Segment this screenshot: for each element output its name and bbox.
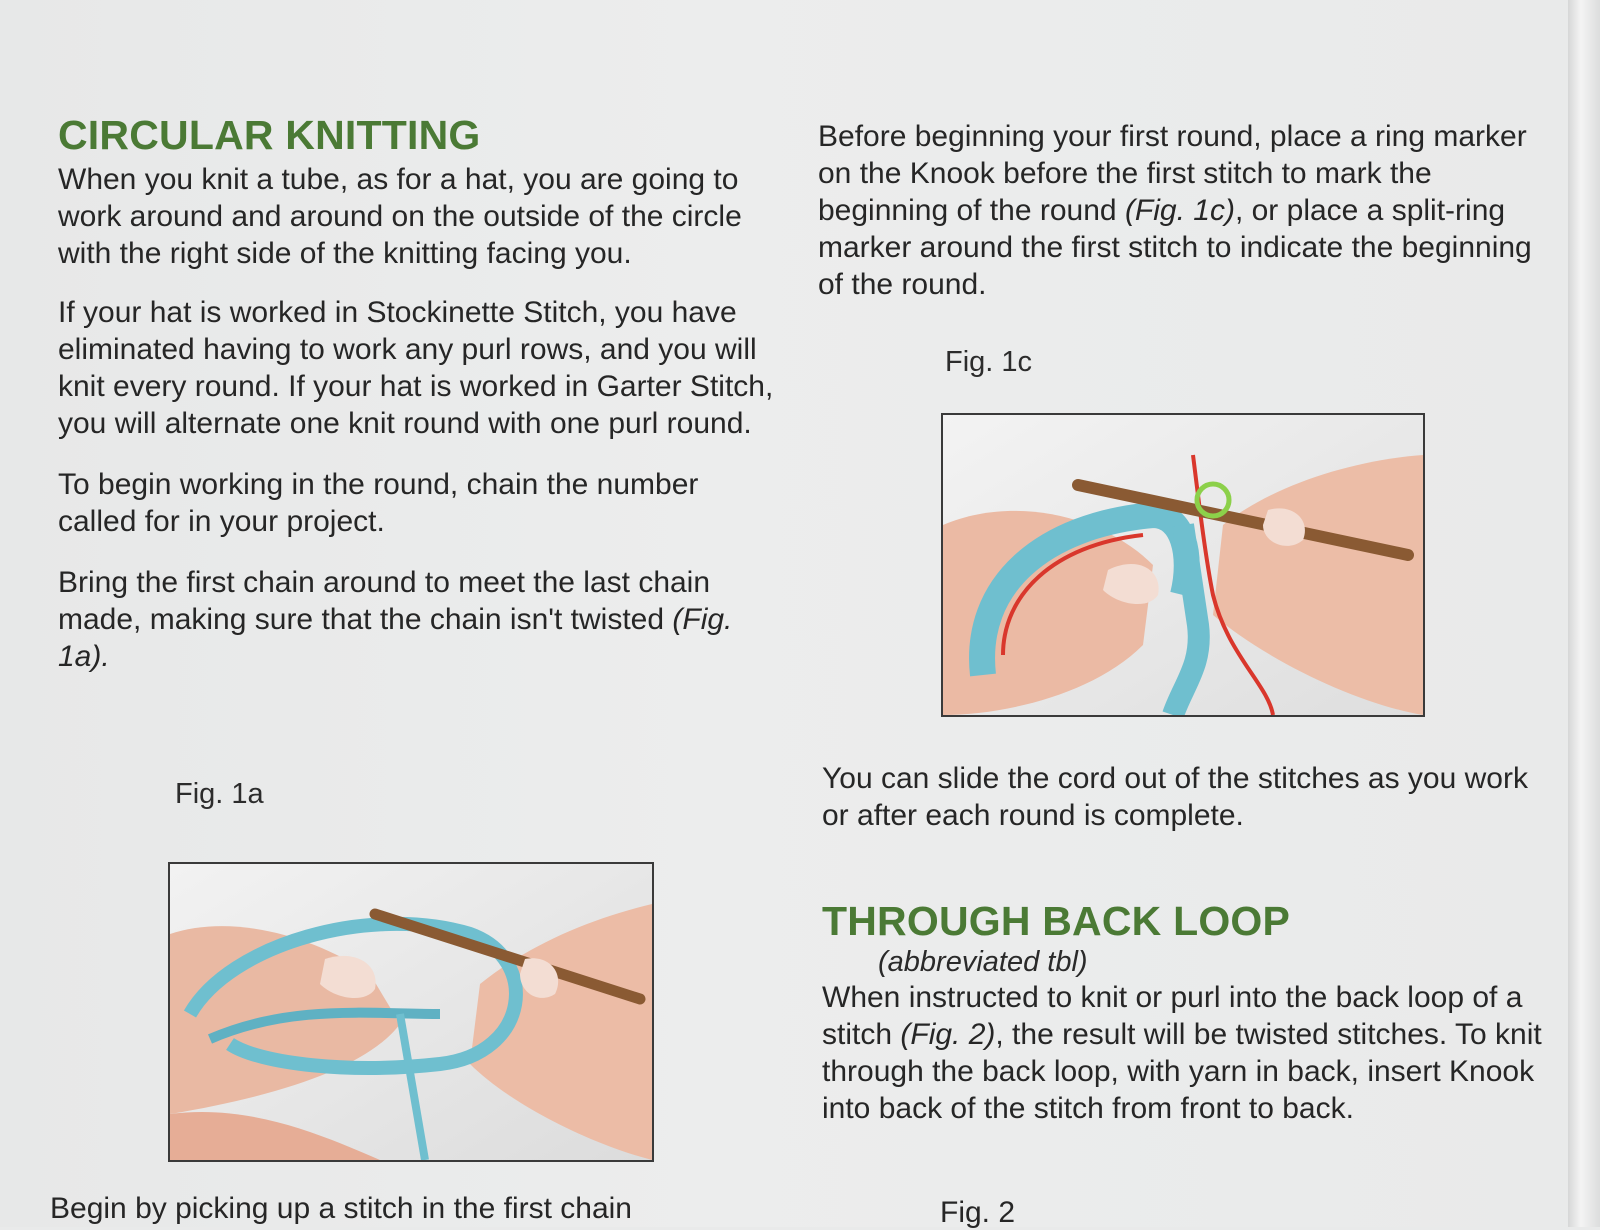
left-column bbox=[58, 112, 778, 675]
ring-marker-text-b: , or place a split-ring marker around the first stitch to indicate the beginning of the round. bbox=[818, 194, 1532, 301]
fig-2-label-cutoff: Fig. 2 bbox=[940, 1196, 1016, 1229]
paragraph-stitches: If your hat is worked in Stockinette Stitch, you have eliminated having to work any purl rows, and you will knit every round. If your hat is worked in Garter Stitch, you will alternate one knit round with one purl round. bbox=[58, 296, 774, 440]
fig-1c-reference: (Fig. 1c) bbox=[1124, 194, 1235, 227]
fig-1a-photo bbox=[168, 862, 654, 1162]
fig-1a-label: Fig. 1a bbox=[175, 778, 264, 810]
circular-knitting-heading: CIRCULAR KNITTING bbox=[58, 112, 481, 158]
fig-1c-photo bbox=[941, 413, 1425, 717]
paragraph-bring-chain bbox=[58, 564, 778, 675]
paragraph-cutoff-left: Begin by picking up a stitch in the first chain bbox=[50, 1192, 632, 1225]
bring-chain-text: Bring the first chain around to meet the last chain made, making sure that the chain isn't twisted bbox=[58, 566, 711, 636]
paragraph-ring-marker bbox=[818, 118, 1538, 303]
tbl-subtitle: (abbreviated tbl) bbox=[878, 946, 1088, 978]
paragraph-chain: To begin working in the round, chain the number called for in your project. bbox=[58, 468, 699, 538]
tbl-text-b: , the result will be twisted stitches. To knit through the back loop, with yarn in back, insert Knook into back of the stitch from front to back. bbox=[822, 1018, 1542, 1125]
right-column bbox=[818, 118, 1538, 303]
paragraph-slide-cord: You can slide the cord out of the stitches as you work or after each round is complete. bbox=[822, 762, 1528, 832]
paragraph-tube: When you knit a tube, as for a hat, you are going to work around and around on the outside of the circle with the right side of the knitting facing you. bbox=[58, 163, 742, 270]
fig-1a-reference: (Fig. 1a). bbox=[58, 603, 733, 673]
knitting-photo-1c bbox=[943, 415, 1423, 715]
fig-2-reference: (Fig. 2) bbox=[900, 1018, 996, 1051]
tbl-section bbox=[822, 898, 1552, 1127]
knitting-photo-1a bbox=[170, 864, 652, 1160]
book-spine bbox=[1568, 0, 1600, 1227]
fig-1c-label: Fig. 1c bbox=[945, 346, 1033, 378]
paragraph-tbl bbox=[822, 979, 1552, 1127]
tbl-text-a: When instructed to knit or purl into the back loop of a stitch bbox=[822, 981, 1523, 1051]
ring-marker-text-a: Before beginning your first round, place a ring marker on the Knook before the first stitch to mark the beginning of the round bbox=[818, 120, 1527, 227]
through-back-loop-heading: THROUGH BACK LOOP bbox=[822, 898, 1291, 944]
